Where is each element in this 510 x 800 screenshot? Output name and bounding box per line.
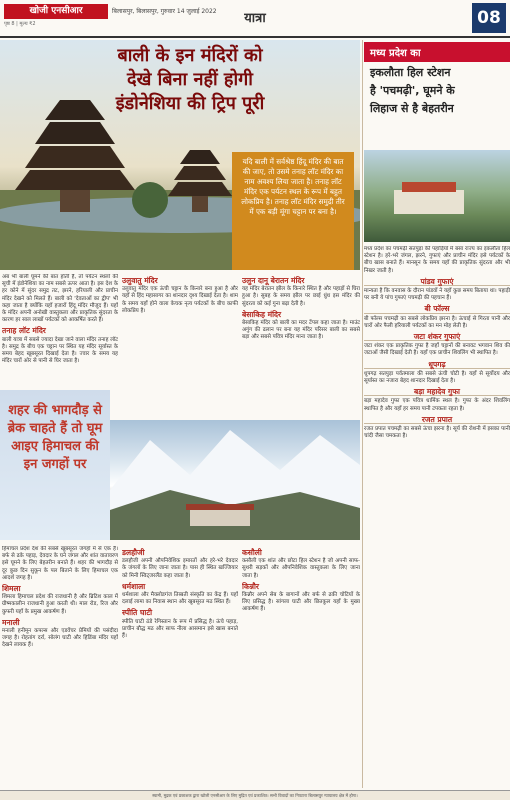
bali-section-text: यह मंदिर बेरातन झील के किनारे स्थित है और पहाड़ों से घिरा हुआ है। सुबह के समय झील पर छाई धुंध इस मंदिर की सुंदरता को कई गुना बढ़ा देती है। (242, 286, 360, 307)
himachal-section-heading: डलहौजी (122, 548, 145, 557)
bali-section-heading: बेसाकिह मंदिर (242, 309, 282, 319)
himachal-section-text: स्पीति घाटी ठंडे रेगिस्तान के रूप में प्रसिद्ध है। ऊंचे पहाड़, प्राचीन बौद्ध मठ और साफ नीला आसमान इसे खास बनाते हैं। (122, 618, 238, 640)
himachal-section-text: किन्नौर अपने सेब के बागानों और बर्फ से ढकी चोटियों के लिए प्रसिद्ध है। सांगला घाटी और छितकुल यहाँ के मुख्य आकर्षण हैं। (242, 592, 360, 613)
pachmarhi-section-heading: जटा शंकर गुफाएं (364, 333, 510, 341)
himachal-section-text: मनाली हनीमून कपल्स और एडवेंचर प्रेमियों की पसंदीदा जगह है। रोहतांग दर्रा, सोलंग घाटी और हिडिंबा मंदिर यहाँ देखने लायक हैं। (2, 628, 118, 649)
himachal-section-text: धर्मशाला और मैक्लोडगंज तिब्बती संस्कृति का केंद्र हैं। यहाँ दलाई लामा का निवास स्थान और खूबसूरत मठ स्थित हैं। (122, 592, 238, 606)
pachmarhi-section-heading: बड़ा महादेव गुफा (364, 388, 510, 396)
imprint-footer: स्वामी, मुद्रक एवं प्रकाशक द्वारा खोजी एनसीआर के लिए मुद्रित एवं प्रकाशित। सभी विवादों का निपटारा बिलासपुर न्यायालय क्षेत्र में होगा। (0, 790, 510, 800)
pachmarhi-headline-line-2: है 'पचमढ़ी', घूमने के (370, 84, 455, 97)
himachal-section-heading: धर्मशाला (122, 581, 146, 591)
hero-caption-box: यदि बाली में सर्वश्रेष्ठ हिंदू मंदिर की बात की जाए, तो उसमे तनाह लॉट मंदिर का नाम अवश्य लिया जाता है। तनाह लॉट मंदिर एक पर्यटन स्थल के रूप में बहुत लोकप्रिय है। तनाह लॉट मंदिर समुद्री तीर में एक बड़ी मूंगा चट्टान पर बना है। (232, 152, 354, 270)
page-number: 08 (472, 3, 506, 33)
bali-section-text: बेसाकिह मंदिर को बाली का मदर टेंपल कहा जाता है। माउंट अगुंग की ढलान पर बना यह मंदिर परिसर बाली का सबसे बड़ा और सबसे पवित्र मंदिर माना जाता है। (242, 320, 360, 341)
pachmarhi-section-text: धूपगढ़ सतपुड़ा पर्वतमाला की सबसे ऊंची चोटी है। यहाँ से सूर्योदय और सूर्यास्त का नजारा बेहद शानदार दिखाई देता है। (364, 370, 510, 385)
himachal-section-heading: कसौली (242, 548, 262, 557)
pachmarhi-section-heading: धूपगढ़ (364, 361, 510, 369)
pachmarhi-headline-line-3: लिहाज से है बेहतरीन (370, 102, 454, 115)
pachmarhi-section-text: बी फॉल्स पचमढ़ी का सबसे लोकप्रिय झरना है। ऊंचाई से गिरता पानी और चारों ओर फैली हरियाली पर्यटकों का मन मोह लेती है। (364, 315, 510, 329)
pachmarhi-section-text: रजत प्रपात पचमढ़ी का सबसे ऊंचा झरना है। सूर्य की रोशनी में इसका पानी चांदी जैसा चमकता है। (364, 426, 510, 440)
pachmarhi-section-text: बड़ा महादेव गुफा एक पवित्र धार्मिक स्थल है। गुफा के अंदर शिवलिंग स्थापित है और यहाँ हर समय पानी टपकता रहता है। (364, 398, 510, 412)
pachmarhi-section-heading: रजत प्रपात (364, 416, 510, 424)
bali-article-col-3 (242, 274, 360, 386)
bali-intro: अब भी बाली घूमने की बात होती है, तो पर्यटन स्थलों की सूची में इंडोनेशिया का नाम सबसे ऊपर आता है। इस देश के हर कोने में सुंदर समुद्र तट, झरने, हरियाली और प्राचीन मंदिर देखने को मिलते हैं। बाली को 'देवताओं का द्वीप' भी कहा जाता है क्योंकि यहाँ हजारों हिंदू मंदिर मौजूद हैं। यहाँ के मंदिर अपनी अनोखी वास्तुकला और प्राकृतिक सुंदरता के कारण हर साल लाखों पर्यटकों को आकर्षित करते हैं। (2, 274, 118, 324)
bali-article-col-1 (2, 274, 118, 386)
himachal-section-text: कसौली एक शांत और छोटा हिल स्टेशन है जो अपनी साफ-सुथरी सड़कों और औपनिवेशिक वास्तुकला के लिए जाना जाता है। (242, 558, 360, 579)
bali-article-col-2 (122, 274, 238, 386)
pachmarhi-section-heading: बी फॉल्स (364, 305, 510, 313)
hero-photo-bali-temple (0, 40, 360, 270)
pachmarhi-photo (364, 150, 510, 242)
snow-mountain-illustration (110, 420, 360, 540)
hero-headline-line-2: देखे बिना नहीं होगी (127, 69, 253, 90)
pachmarhi-section-text: जटा शंकर एक प्राकृतिक गुफा है जहाँ चट्टानों की बनावट भगवान शिव की जटाओं जैसी दिखाई देती है। यहाँ एक प्राचीन शिवलिंग भी स्थापित है। (364, 343, 510, 357)
himachal-section-heading: शिमला (2, 584, 21, 594)
newspaper-logo: खोजी एनसीआर (4, 4, 108, 19)
himachal-section-heading: स्पीति घाटी (122, 608, 153, 618)
bali-section-text: उलुवातु मंदिर एक ऊंची चट्टान के किनारे बना हुआ है और यहाँ से हिंद महासागर का शानदार दृश्य दिखाई देता है। शाम के समय यहाँ होने वाला केचक नृत्य पर्यटकों के बीच काफी लोकप्रिय है। (122, 286, 238, 314)
masthead-subline: पृष्ठ 8 | मूल्य ₹2 (4, 21, 36, 27)
himachal-article-col-2 (122, 546, 238, 786)
dateline: बिलासपुर, बिलासपुर, गुरुवार 14 जुलाई 2022 (112, 8, 217, 15)
himachal-headline-banner (0, 390, 110, 540)
pachmarhi-article-body (364, 246, 510, 786)
himachal-snow-photo (110, 420, 360, 540)
hero-headline-line-3: इंडोनेशिया की ट्रिप पूरी (115, 93, 265, 114)
pachmarhi-headline-red: मध्य प्रदेश का (364, 42, 510, 62)
bali-section-heading: उलुवातु मंदिर (122, 276, 158, 285)
pachmarhi-section-text: मान्यता है कि वनवास के दौरान पांडवों ने यहाँ कुछ समय बिताया था। पहाड़ी पर बनी ये पांच गुफाएं पचमढ़ी की पहचान हैं। (364, 288, 510, 302)
bali-section-heading: तनाह लॉट मंदिर (2, 326, 46, 336)
himachal-section-text: डलहौजी अपनी औपनिवेशिक इमारतों और हरे-भरे देवदार के जंगलों के लिए जाना जाता है। पास ही स्थित खज्जियार को मिनी स्विट्जरलैंड कहा जाता है। (122, 558, 238, 579)
pachmarhi-section-heading: पांडव गुफाएं (364, 278, 510, 286)
bali-section-text: बाली यात्रा में सबसे ज्यादा देखा जाने वाला मंदिर तनाह लॉट है। समुद्र के बीच एक चट्टान पर स्थित यह मंदिर सूर्यास्त के समय बेहद खूबसूरत दिखाई देता है। ज्वार के समय यह मंदिर चारों ओर से पानी से घिर जाता है। (2, 336, 118, 365)
himachal-section-text: शिमला हिमाचल प्रदेश की राजधानी है और ब्रिटिश काल में ग्रीष्मकालीन राजधानी हुआ करती थी। माल रोड, रिज और कुफरी यहाँ के प्रमुख आकर्षण हैं। (2, 594, 118, 615)
bali-section-heading: उलुन दानू बेरातन मंदिर (242, 276, 305, 285)
pachmarhi-headline-line-1: इकलौता हिल स्टेशन (370, 66, 451, 79)
masthead (0, 0, 510, 38)
himachal-section-heading: किन्नौर (242, 581, 259, 591)
pachmarhi-building (394, 190, 464, 214)
himachal-article-col-1 (2, 546, 118, 786)
pachmarhi-intro: मध्य प्रदेश का पचमढ़ी सतपुड़ा की पहाड़ियों में बसा राज्य का इकलौता हिल स्टेशन है। हरे-भरे जंगल, झरने, गुफाएं और प्राचीन मंदिर इसे पर्यटकों के बीच खास बनाते हैं। मानसून के समय यहाँ की प्राकृतिक सुंदरता और भी निखर जाती है। (364, 246, 510, 274)
himachal-article-col-3 (242, 546, 360, 786)
pachmarhi-headline (364, 42, 510, 116)
hero-headline-line-1: बाली के इन मंदिरों को (117, 45, 263, 66)
pachmarhi-roof (402, 182, 456, 192)
himachal-section-heading: मनाली (2, 617, 20, 627)
himachal-headline: शहर की भागदौड़ से ब्रेक चाहते हैं तो घूम आइए हिमाचल की इन जगहों पर (7, 403, 103, 472)
himachal-intro: हिमाचल प्रदेश देश की सबसे खूबसूरत जगहों में से एक है। बर्फ से ढके पहाड़, देवदार के घने जंगल और शांत वातावरण इसे घूमने के लिए बेहतरीन बनाते हैं। शहर की भागदौड़ से दूर कुछ दिन सुकून के पल बिताने के लिए हिमाचल एक आदर्श जगह है। (2, 546, 118, 581)
column-divider (362, 40, 363, 788)
section-title: यात्रा (244, 11, 266, 26)
hero-headline (40, 44, 340, 116)
